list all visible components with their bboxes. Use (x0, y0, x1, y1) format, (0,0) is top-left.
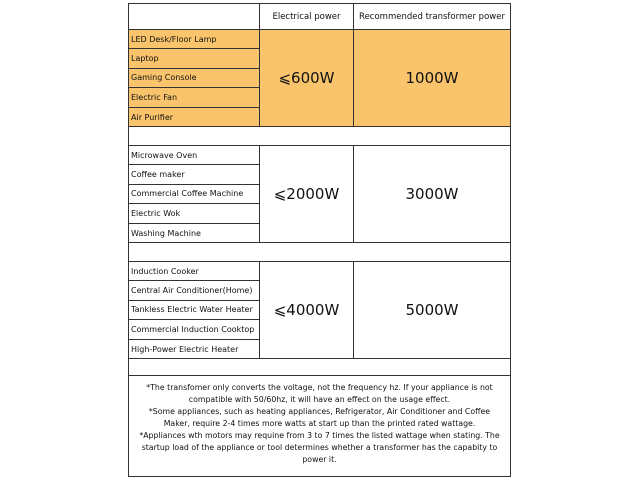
note-motors: *Appliances wth motors may requine from 3 to 7 times the listed wattage when stating. The startup load of the appliance or tool determines whether a transformer has the capabity to power it. (139, 431, 500, 464)
note-startup-watts: *Some appliances, such as heating appliances, Refrigerator, Air Conditioner and Coffee Maker, require 2-4 times more watts at start up than the printed rated wattage. (148, 407, 491, 428)
list-item: Commercial Coffee Machine (129, 185, 259, 204)
header-cell-electrical-power: Electrical power (260, 4, 354, 29)
list-item: Tankless Electric Water Heater (129, 301, 259, 320)
list-item: Air Purifier (131, 112, 174, 122)
list-item: Electric Wok (129, 204, 259, 223)
group-spacer (129, 243, 510, 262)
list-item: LED Desk/Floor Lamp (129, 30, 259, 49)
group-spacer (129, 127, 510, 146)
usage-notes (129, 374, 510, 476)
electrical-power-value: ⩽4000W (260, 262, 354, 358)
list-item: Gaming Console (129, 69, 259, 88)
power-table (128, 3, 511, 477)
list-item: Laptop (129, 49, 259, 68)
list-item: Commercial Induction Cooktop (129, 320, 259, 339)
list-item: Coffee maker (129, 165, 259, 184)
list-item: High-Power Electric Heater (131, 344, 239, 354)
transformer-power-value: 1000W (354, 30, 510, 126)
group-600w (129, 30, 510, 127)
table-header (129, 4, 510, 30)
header-cell-transformer-power: Recommended transformer power (359, 11, 505, 22)
group-items (129, 146, 260, 242)
header-cell-items (129, 4, 260, 29)
group-items (129, 262, 260, 358)
list-item: Electric Fan (129, 88, 259, 107)
transformer-power-value: 5000W (405, 301, 459, 319)
group-4000w (129, 262, 510, 359)
electrical-power-value: ⩽600W (260, 30, 354, 126)
note-frequency: *The transfomer only converts the voltage, not the frequency hz. If your appliance is not compatible with 50/60hz, it will have an effect on the usage effect. (146, 383, 493, 404)
list-item: Central Air Conditioner(Home) (129, 281, 259, 300)
list-item: Induction Cooker (129, 262, 259, 281)
list-item: Washing Machine (131, 228, 201, 238)
transformer-power-value: 3000W (405, 185, 459, 203)
list-item: Microwave Oven (129, 146, 259, 165)
group-items (129, 30, 260, 126)
group-2000w (129, 146, 510, 243)
electrical-power-value: ⩽2000W (260, 146, 354, 242)
